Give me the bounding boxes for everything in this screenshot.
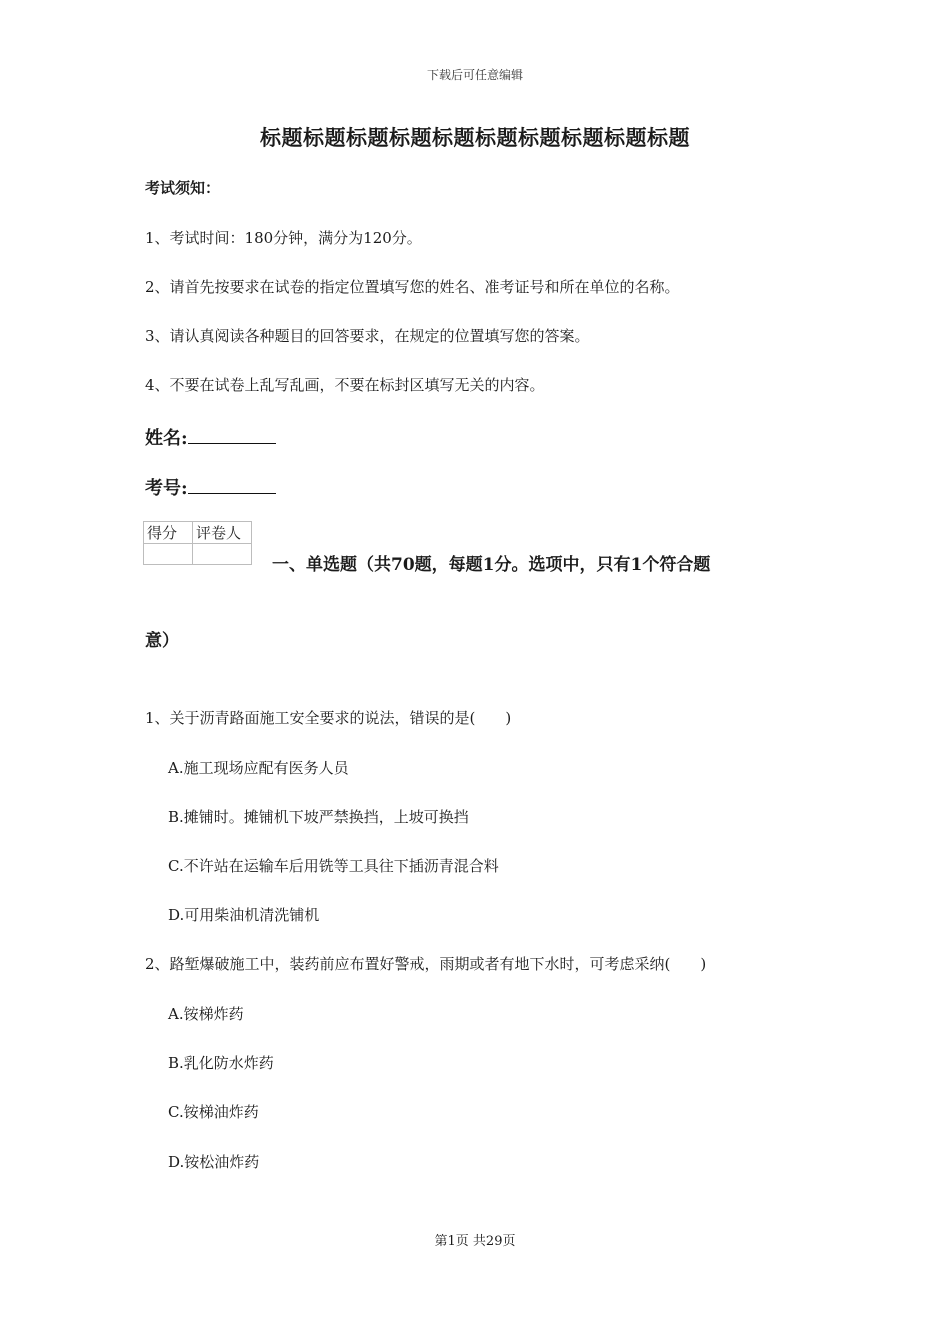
exam-number-label: 考号: <box>145 478 188 499</box>
grader-cell[interactable] <box>193 544 252 565</box>
name-field[interactable] <box>145 424 276 450</box>
name-blank[interactable] <box>188 427 276 444</box>
question-1-option-b: B.摊铺时。摊铺机下坡严禁换挡，上坡可换挡 <box>168 808 469 826</box>
score-header: 得分 <box>144 522 193 544</box>
question-2-option-b: B.乳化防水炸药 <box>168 1054 274 1072</box>
notice-rule: 3、请认真阅读各种题目的回答要求，在规定的位置填写您的答案。 <box>145 327 590 345</box>
question-2-option-c: C.铵梯油炸药 <box>168 1103 259 1121</box>
document-title: 标题标题标题标题标题标题标题标题标题标题 <box>260 125 690 150</box>
question-1: 1、关于沥青路面施工安全要求的说法，错误的是( ) <box>145 709 512 727</box>
header-note: 下载后可任意编辑 <box>426 68 523 82</box>
question-2-option-a: A.铵梯炸药 <box>168 1005 244 1023</box>
notice-rule: 4、不要在试卷上乱写乱画，不要在标封区填写无关的内容。 <box>145 376 545 394</box>
score-table <box>143 521 252 565</box>
section-heading: 一、单选题（共70题，每题1分。选项中，只有1个符合题 <box>272 555 711 575</box>
notice-rule: 2、请首先按要求在试卷的指定位置填写您的姓名、准考证号和所在单位的名称。 <box>145 278 680 296</box>
question-1-option-d: D.可用柴油机清洗铺机 <box>168 906 320 924</box>
name-label: 姓名: <box>145 428 188 449</box>
exam-number-blank[interactable] <box>188 477 276 494</box>
question-1-option-a: A.施工现场应配有医务人员 <box>168 759 349 777</box>
question-2: 2、路堑爆破施工中，装药前应布置好警戒，雨期或者有地下水时，可考虑采纳( ) <box>145 955 707 973</box>
section-heading-continuation: 意） <box>145 631 179 651</box>
score-cell[interactable] <box>144 544 193 565</box>
page-footer: 第1页 共29页 <box>434 1234 516 1249</box>
grader-header: 评卷人 <box>193 522 252 544</box>
exam-number-field[interactable] <box>145 474 276 500</box>
question-2-option-d: D.铵松油炸药 <box>168 1153 260 1171</box>
notice-rule: 1、考试时间：180分钟，满分为120分。 <box>145 229 422 247</box>
question-1-option-c: C.不许站在运输车后用铣等工具往下插沥青混合料 <box>168 857 499 875</box>
notice-heading: 考试须知： <box>145 179 221 197</box>
